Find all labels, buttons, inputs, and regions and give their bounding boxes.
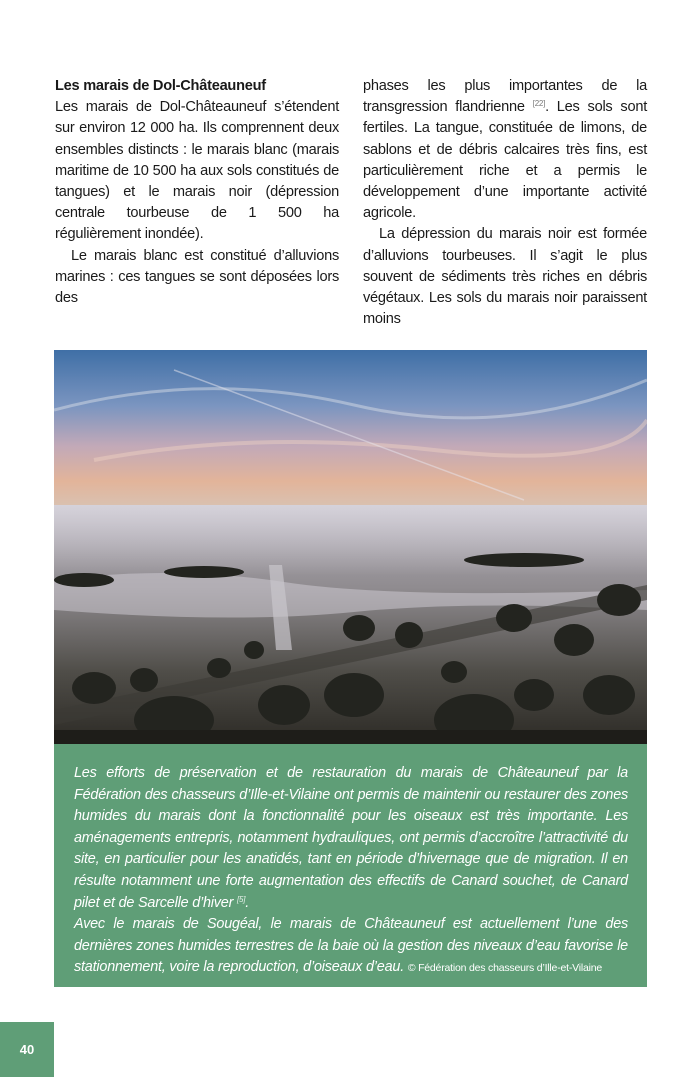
section-heading: Les marais de Dol-Châteauneuf bbox=[55, 78, 266, 94]
article-column-left bbox=[55, 76, 339, 309]
caption-paragraph: Avec le marais de Sougéal, le marais de Châteauneuf est actuellement l’une des dernières zones humides terrestres de la baie où la gestion des niveaux d’eau favorise le stationnement, voire la reproduction, d’oiseaux d’eau. © Fédération des chasseurs d’Ille-et-Vilaine bbox=[74, 916, 628, 976]
photo-caption bbox=[54, 744, 647, 987]
page-number: 40 bbox=[0, 1022, 54, 1077]
reference-marker: [22] bbox=[532, 99, 546, 109]
article-column-right bbox=[363, 76, 647, 330]
paragraph: Le marais blanc est constitué d’alluvions marines : ces tangues se sont déposées lors des bbox=[55, 247, 339, 307]
photo-credit: © Fédération des chasseurs d’Ille-et-Vilaine bbox=[407, 962, 603, 975]
caption-paragraph: Les efforts de préservation et de restauration du marais de Châteauneuf par la Fédération des chasseurs d’Ille-et-Vilaine ont permis de maintenir ou restaurer des zones humides du marais dont la fonctionnalité pour les oiseaux est très importante. Les aménagements entrepris, notamment hydrauliques, ont permis d’accroître l’attractivité du site, en particulier pour les anatidés, tant en période d’hivernage que de migration. Il en résulte notamment une forte augmentation des effectifs de Canard souchet, de Canard pilet et de Sarcelle d’hiver [5]. bbox=[74, 765, 628, 911]
marsh-aerial-photo bbox=[54, 350, 647, 744]
paragraph: Les marais de Dol-Châteauneuf s’étendent sur environ 12 000 ha. Ils comprennent deux ensembles distincts : le marais blanc (marais maritime de 10 500 ha aux sols constitués de tangues) et le marais noir (dépression centrale tourbeuse de 1 500 ha régulièrement inondée). bbox=[55, 99, 339, 243]
reference-marker: [5] bbox=[237, 894, 246, 904]
paragraph: phases les plus importantes de la transgression flandrienne [22]. Les sols sont fertiles. La tangue, constituée de limons, de sablons et de débris calcaires très fins, est particulièrement riche et a permis le développement d’une importante activité agricole. bbox=[363, 78, 648, 222]
paragraph: La dépression du marais noir est formée d’alluvions tourbeuses. Il s’agit le plus souvent de sédiments très riches en débris végétaux. Les sols du marais noir paraissent moins bbox=[363, 226, 647, 328]
